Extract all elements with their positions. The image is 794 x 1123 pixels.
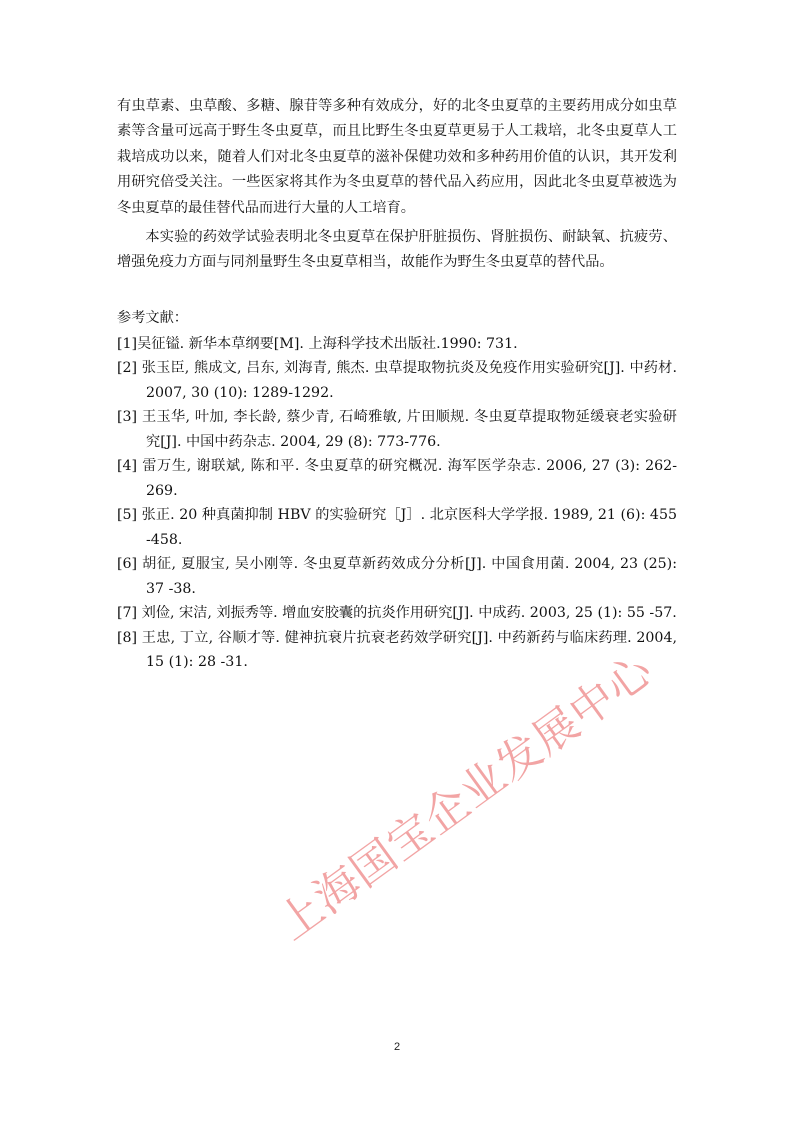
body-paragraph-1: 有虫草素、虫草酸、多糖、腺苷等多种有效成分，好的北冬虫夏草的主要药用成分如虫草素等含量可远高于野生冬虫夏草，而且比野生冬虫夏草更易于人工栽培，北冬虫夏草人工栽培成功以来，随着人们对北冬虫夏草的滋补保健功效和多种药用价值的认识，其开发利用研究倍受关注。一些医家将其作为冬虫夏草的替代品入药应用，因此北冬虫夏草被选为冬虫夏草的最佳替代品而进行大量的人工培育。 xyxy=(117,98,677,216)
reference-item: [6] 胡征, 夏服宝, 吴小刚等. 冬虫夏草新药效成分分析[J]. 中国食用菌. 2004, 23 (25): 37 -38. xyxy=(117,556,677,597)
page-number: 2 xyxy=(393,1041,401,1053)
page-content xyxy=(117,94,677,675)
reference-item: [2] 张玉臣, 熊成文, 吕东, 刘海青, 熊杰. 虫草提取物抗炎及免疫作用实验研究[J]. 中药材. 2007, 30 (10): 1289-1292. xyxy=(117,360,677,401)
reference-item: [5] 张正. 20 种真菌抑制 HBV 的实验研究［J］. 北京医科大学学报. 1989, 21 (6): 455 -458. xyxy=(117,507,677,548)
references-title: 参考文献： xyxy=(117,309,188,326)
watermark-text: 上海国宝企业发展中心 xyxy=(268,644,663,951)
body-paragraph-2: 本实验的药效学试验表明北冬虫夏草在保护肝脏损伤、肾脏损伤、耐缺氧、抗疲劳、增强免疫力方面与同剂量野生冬虫夏草相当，故能作为野生冬虫夏草的替代品。 xyxy=(117,229,677,271)
reference-item: [4] 雷万生, 谢联斌, 陈和平. 冬虫夏草的研究概况. 海军医学杂志. 2006, 27 (3): 262-269. xyxy=(117,458,677,499)
reference-item: [7] 刘俭, 宋洁, 刘振秀等. 增血安胶囊的抗炎作用研究[J]. 中成药. 2003, 25 (1): 55 -57. xyxy=(117,605,677,622)
reference-item: [3] 王玉华, 叶加, 李长龄, 蔡少青, 石崎雅敏, 片田顺规. 冬虫夏草提取物延缓衰老实验研究[J]. 中国中药杂志. 2004, 29 (8): 773-776. xyxy=(117,409,677,450)
references-list xyxy=(117,332,677,675)
reference-item: [1]吴征镒. 新华本草纲要[M]. 上海科学技术出版社.1990: 731. xyxy=(117,335,518,352)
reference-item: [8] 王忠, 丁立, 谷顺才等. 健神抗衰片抗衰老药效学研究[J]. 中药新药与临床药理. 2004, 15 (1): 28 -31. xyxy=(117,629,677,671)
